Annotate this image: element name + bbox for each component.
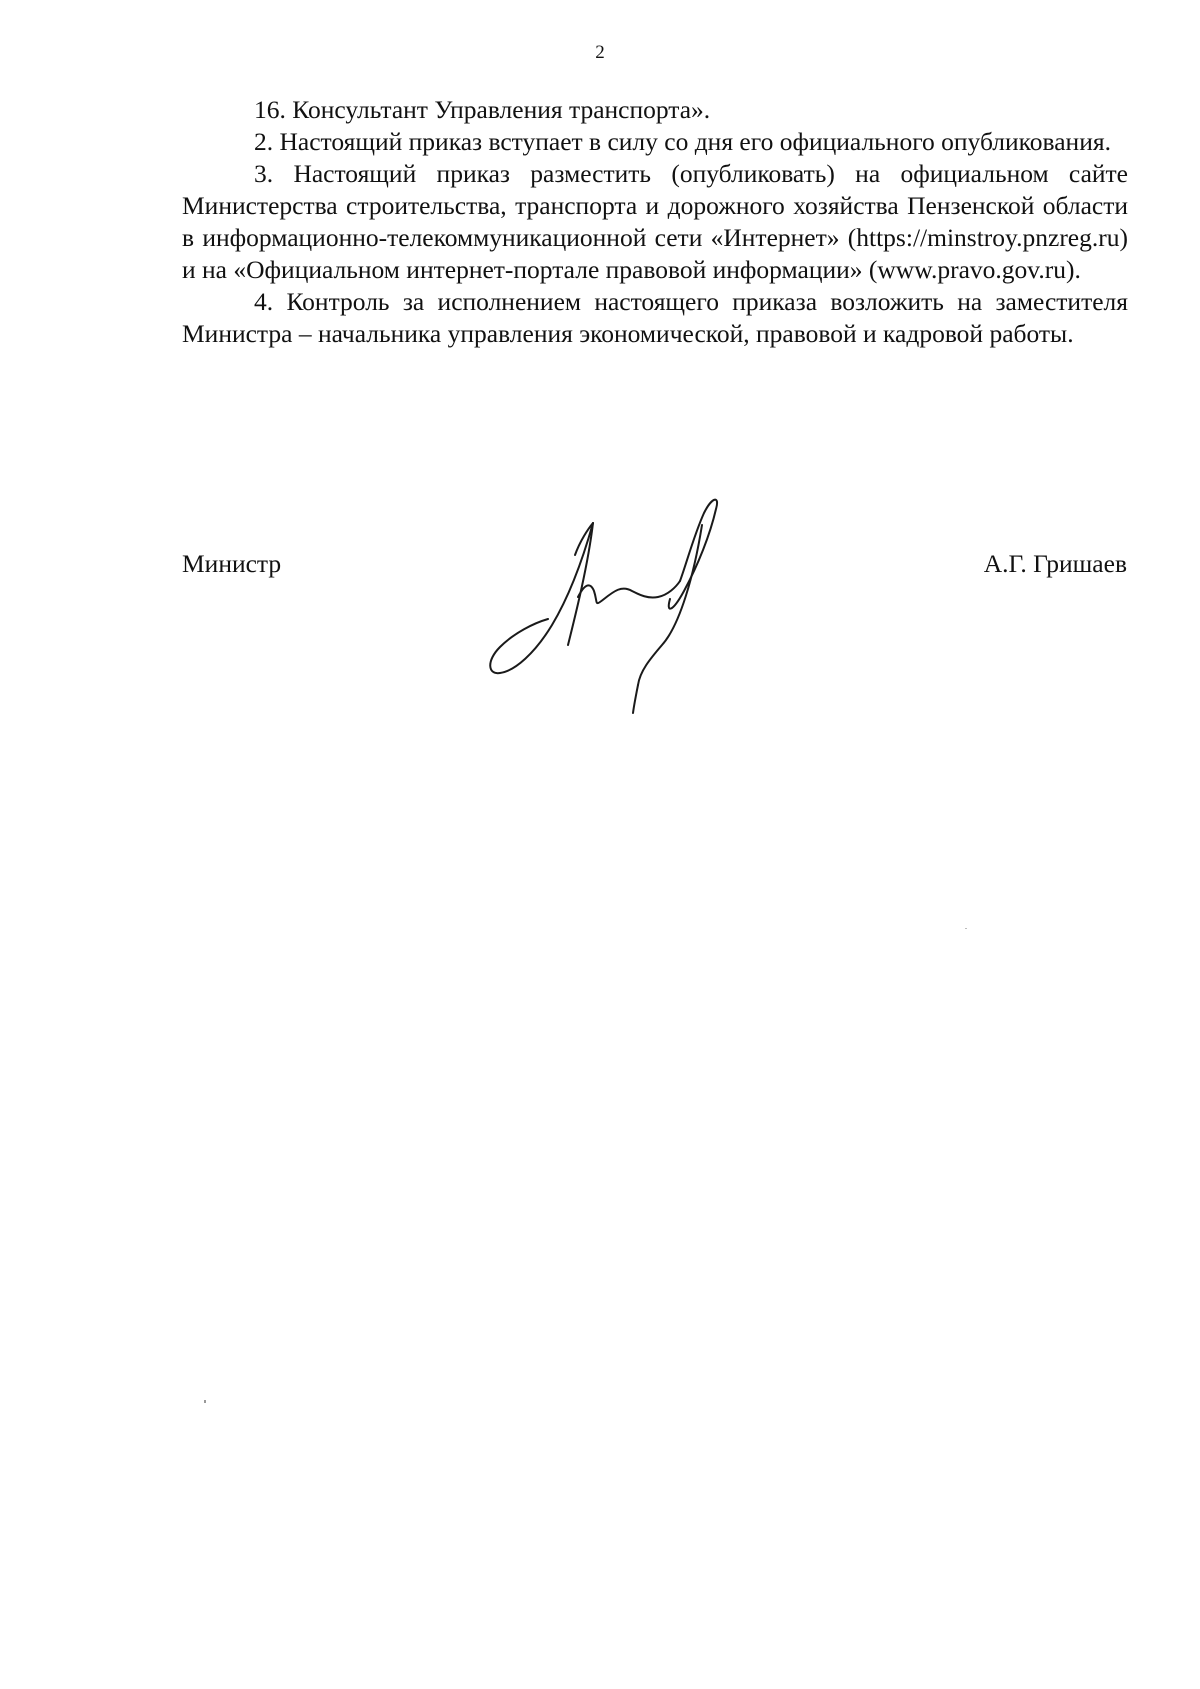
scan-speck [204,1400,206,1403]
scan-speck [965,928,967,929]
handwritten-signature [480,495,770,715]
paragraph-item-16: 16. Консультант Управления транспорта». [254,95,711,124]
order-body [182,94,1128,350]
page-number: 2 [595,42,605,63]
paragraph-control: 4. Контроль за исполнением настоящего приказа возложить на заместителя Министра – начальника управления экономической, правовой и кадровой работы. [182,287,1128,348]
paragraph-effective-date: 2. Настоящий приказ вступает в силу со дня его официального опубликования. [254,127,1111,156]
signatory-title: Министр [182,549,282,578]
paragraph-publication: 3. Настоящий приказ разместить (опубликовать) на официальном сайте Министерства строительства, транспорта и дорожного хозяйства Пензенской области в информационно-телекоммуникационной сети «Интернет» (https://minstroy.pnzreg.ru) и на «Официальном интернет-портале правовой информации» (www.pravo.gov.ru). [182,159,1128,284]
signatory-name: А.Г. Гришаев [983,549,1127,578]
